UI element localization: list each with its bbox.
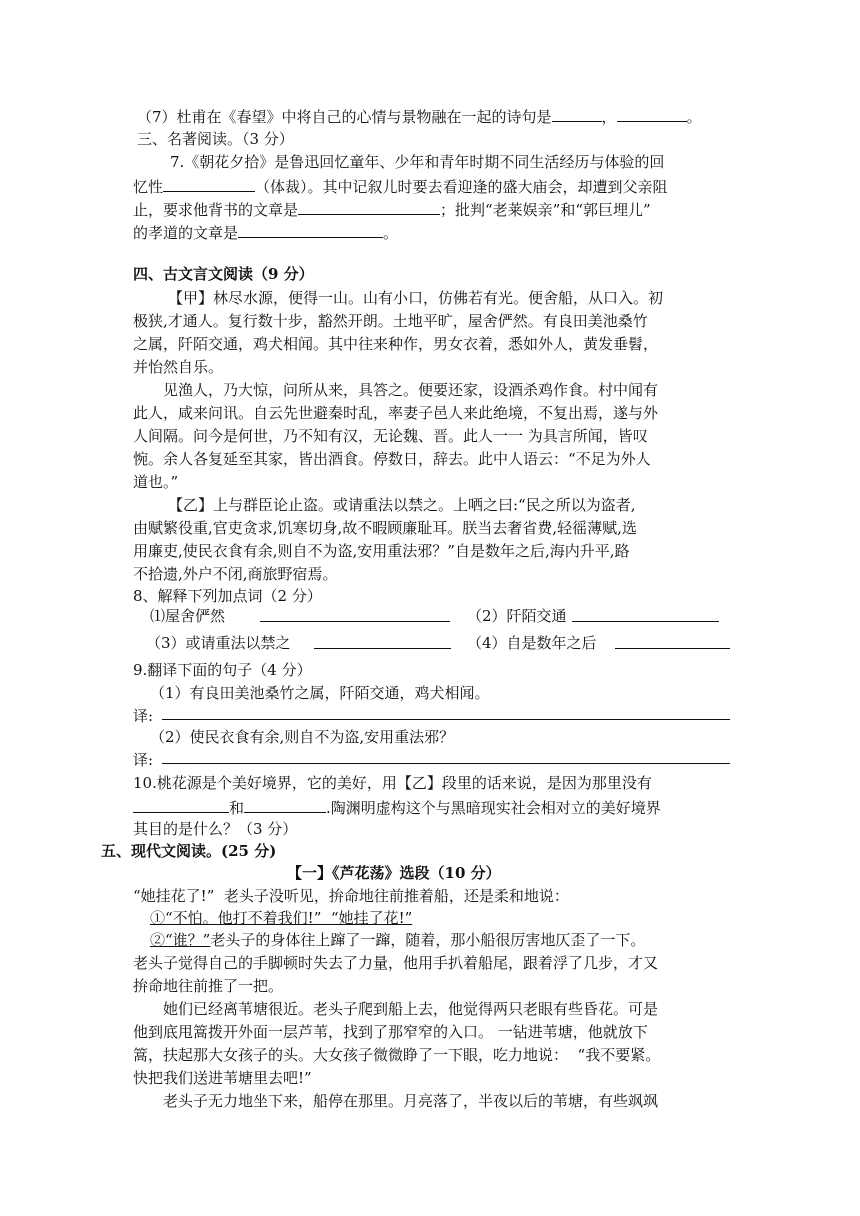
mingzhu-4-text-b: 。 xyxy=(383,224,399,242)
luhuadang-line-7: 他到底甩篙拨开外面一层芦苇，找到了那窄窄的入口。 一钻进苇塘，他就放下 xyxy=(133,1023,648,1041)
jia-line-7: 人间隔。问今是何世，乃不知有汉，无论魏、晋。此人一一 为具言所闻，皆叹 xyxy=(133,427,648,445)
q9-translation-label-2: 译: xyxy=(133,751,154,769)
q10-line-3: 其目的是什么？（3 分） xyxy=(133,820,298,838)
mingzhu-line-1: 7.《朝花夕拾》是鲁迅回忆童年、少年和青年时期不同生活经历与体验的回 xyxy=(170,153,665,171)
jia-line-4: 并怡然自乐。 xyxy=(133,358,224,376)
q7-blank-2 xyxy=(617,104,687,122)
q7-end: 。 xyxy=(686,108,702,126)
q8-blank-2 xyxy=(572,621,719,622)
q10-2-text-a: 和 xyxy=(229,799,245,817)
q9-translation-label-1: 译: xyxy=(133,707,154,725)
q9-sentence-2: （2）使民衣食有余,则自不为盗,安用重法邪？ xyxy=(150,728,455,746)
q9-answer-line-2 xyxy=(162,763,730,764)
luhuadang-line-2: ①“不怕。他打不着我们!” “她挂了花!” xyxy=(150,909,413,927)
mingzhu-line-3 xyxy=(133,197,651,219)
luhuadang-3-underlined: ②“谁？” xyxy=(150,931,211,949)
luhuadang-line-6: 她们已经离苇塘很近。老头子爬到船上去，他觉得两只老眼有些昏花。可是 xyxy=(163,1000,659,1018)
yi-line-1: 【乙】上与群臣论止盗。或请重法以禁之。上哂之曰:“民之所以为盗者, xyxy=(168,496,636,514)
yi-line-2: 由赋繁役重,官吏贪求,饥寒切身,故不暇顾廉耻耳。朕当去奢省费,轻徭薄赋,选 xyxy=(133,519,637,537)
luhuadang-line-3 xyxy=(150,929,645,951)
q8-item-4: （4）自是数年之后 xyxy=(467,634,597,652)
q8-item-1: ⑴屋舍俨然 xyxy=(150,607,226,625)
luhuadang-title: 【一】《芦花荡》选段（10 分） xyxy=(287,864,501,882)
q9-sentence-1: （1）有良田美池桑竹之属，阡陌交通，鸡犬相闻。 xyxy=(150,684,490,702)
mingzhu-line-4 xyxy=(133,220,398,242)
jia-line-5: 见渔人，乃大惊，问所从来，具答之。便要还家，设酒杀鸡作食。村中闻有 xyxy=(163,381,659,399)
q8-blank-1 xyxy=(260,621,450,622)
q10-line-2 xyxy=(133,795,661,817)
q9-title: 9.翻译下面的句子（4 分） xyxy=(133,661,312,679)
luhuadang-line-1: “她挂花了!” 老头子没听见，拚命地往前推着船，还是柔和地说： xyxy=(133,887,569,905)
essay-blank-2 xyxy=(238,220,383,238)
q10-line-1: 10.桃花源是个美好境界，它的美好，用【乙】段里的话来说，是因为那里没有 xyxy=(133,774,652,792)
yi-line-3: 用廉吏,使民衣食有余,则自不为盗,安用重法邪？”自是数年之后,海内升平,路 xyxy=(133,542,630,560)
q8-blank-3 xyxy=(314,648,451,649)
q10-blank-1 xyxy=(133,795,229,813)
q10-2-text-b: .陶渊明虚构这个与黑暗现实社会相对立的美好境界 xyxy=(326,799,661,817)
mingzhu-3-text-a: 止，要求他背书的文章是 xyxy=(133,201,299,219)
jia-line-6: 此人，咸来问讯。自云先世避秦时乱，率妻子邑人来此绝境，不复出焉，遂与外 xyxy=(133,404,659,422)
luhuadang-line-9: 快把我们送进苇塘里去吧!” xyxy=(133,1069,312,1087)
q8-title: 8、解释下列加点词（2 分） xyxy=(133,587,322,605)
q7-sep: ， xyxy=(601,108,617,126)
luhuadang-line-5: 拚命地往前推了一把。 xyxy=(133,977,284,995)
jia-line-3: 之属，阡陌交通，鸡犬相闻。其中往来种作，男女衣着，悉如外人，黄发垂髫， xyxy=(133,335,659,353)
q7-text: （7）杜甫在《春望》中将自己的心情与景物融在一起的诗句是 xyxy=(137,108,552,126)
mingzhu-line-2 xyxy=(133,174,668,196)
jia-line-9: 道也。” xyxy=(133,473,179,491)
essay-blank-1 xyxy=(298,197,440,215)
mingzhu-2-text-b: （体裁）。其中记叙儿时要去看迎逢的盛大庙会，却遭到父亲阻 xyxy=(255,178,668,196)
q10-blank-2 xyxy=(244,795,326,813)
section-3-title: 三、名著阅读。（3 分） xyxy=(137,130,294,148)
section-5-title: 五、现代文阅读。(25 分) xyxy=(101,842,277,860)
jia-line-8: 惋。余人各复延至其家，皆出酒食。停数日，辞去。此中人语云：“不足为外人 xyxy=(133,450,651,468)
genre-blank xyxy=(163,174,255,192)
yi-line-4: 不拾遗,外户不闭,商旅野宿焉。 xyxy=(133,565,338,583)
q7-blank-1 xyxy=(552,104,602,122)
section-4-title: 四、古文言文阅读（9 分） xyxy=(133,265,314,283)
mingzhu-2-text-a: 忆性 xyxy=(133,178,164,196)
q8-blank-4 xyxy=(615,648,730,649)
jia-line-1: 【甲】林尽水源，便得一山。山有小口，仿佛若有光。便舍船，从口入。初 xyxy=(168,289,664,307)
q9-answer-line-1 xyxy=(162,719,730,720)
luhuadang-3-rest: 老头子的身体往上蹿了一蹿，随着，那小船很厉害地仄歪了一下。 xyxy=(210,931,646,949)
jia-line-2: 极狭,才通人。复行数十步，豁然开朗。土地平旷，屋舍俨然。有良田美池桑竹 xyxy=(133,312,648,330)
q8-item-2: （2）阡陌交通 xyxy=(467,607,567,625)
mingzhu-3-text-b: ；批判“老莱娱亲”和“郭巨埋儿” xyxy=(440,201,651,219)
q7-line xyxy=(137,104,702,126)
luhuadang-line-10: 老头子无力地坐下来，船停在那里。月亮落了，半夜以后的苇塘，有些飒飒 xyxy=(163,1092,659,1110)
luhuadang-line-4: 老头子觉得自己的手脚顿时失去了力量，他用手扒着船尾，跟着浮了几步，才又 xyxy=(133,954,659,972)
luhuadang-line-8: 篙，扶起那大女孩子的头。大女孩子微微睁了一下眼，吃力地说： “我不要紧。 xyxy=(133,1046,661,1064)
q8-item-3: （3）或请重法以禁之 xyxy=(146,634,291,652)
mingzhu-4-text-a: 的孝道的文章是 xyxy=(133,224,239,242)
